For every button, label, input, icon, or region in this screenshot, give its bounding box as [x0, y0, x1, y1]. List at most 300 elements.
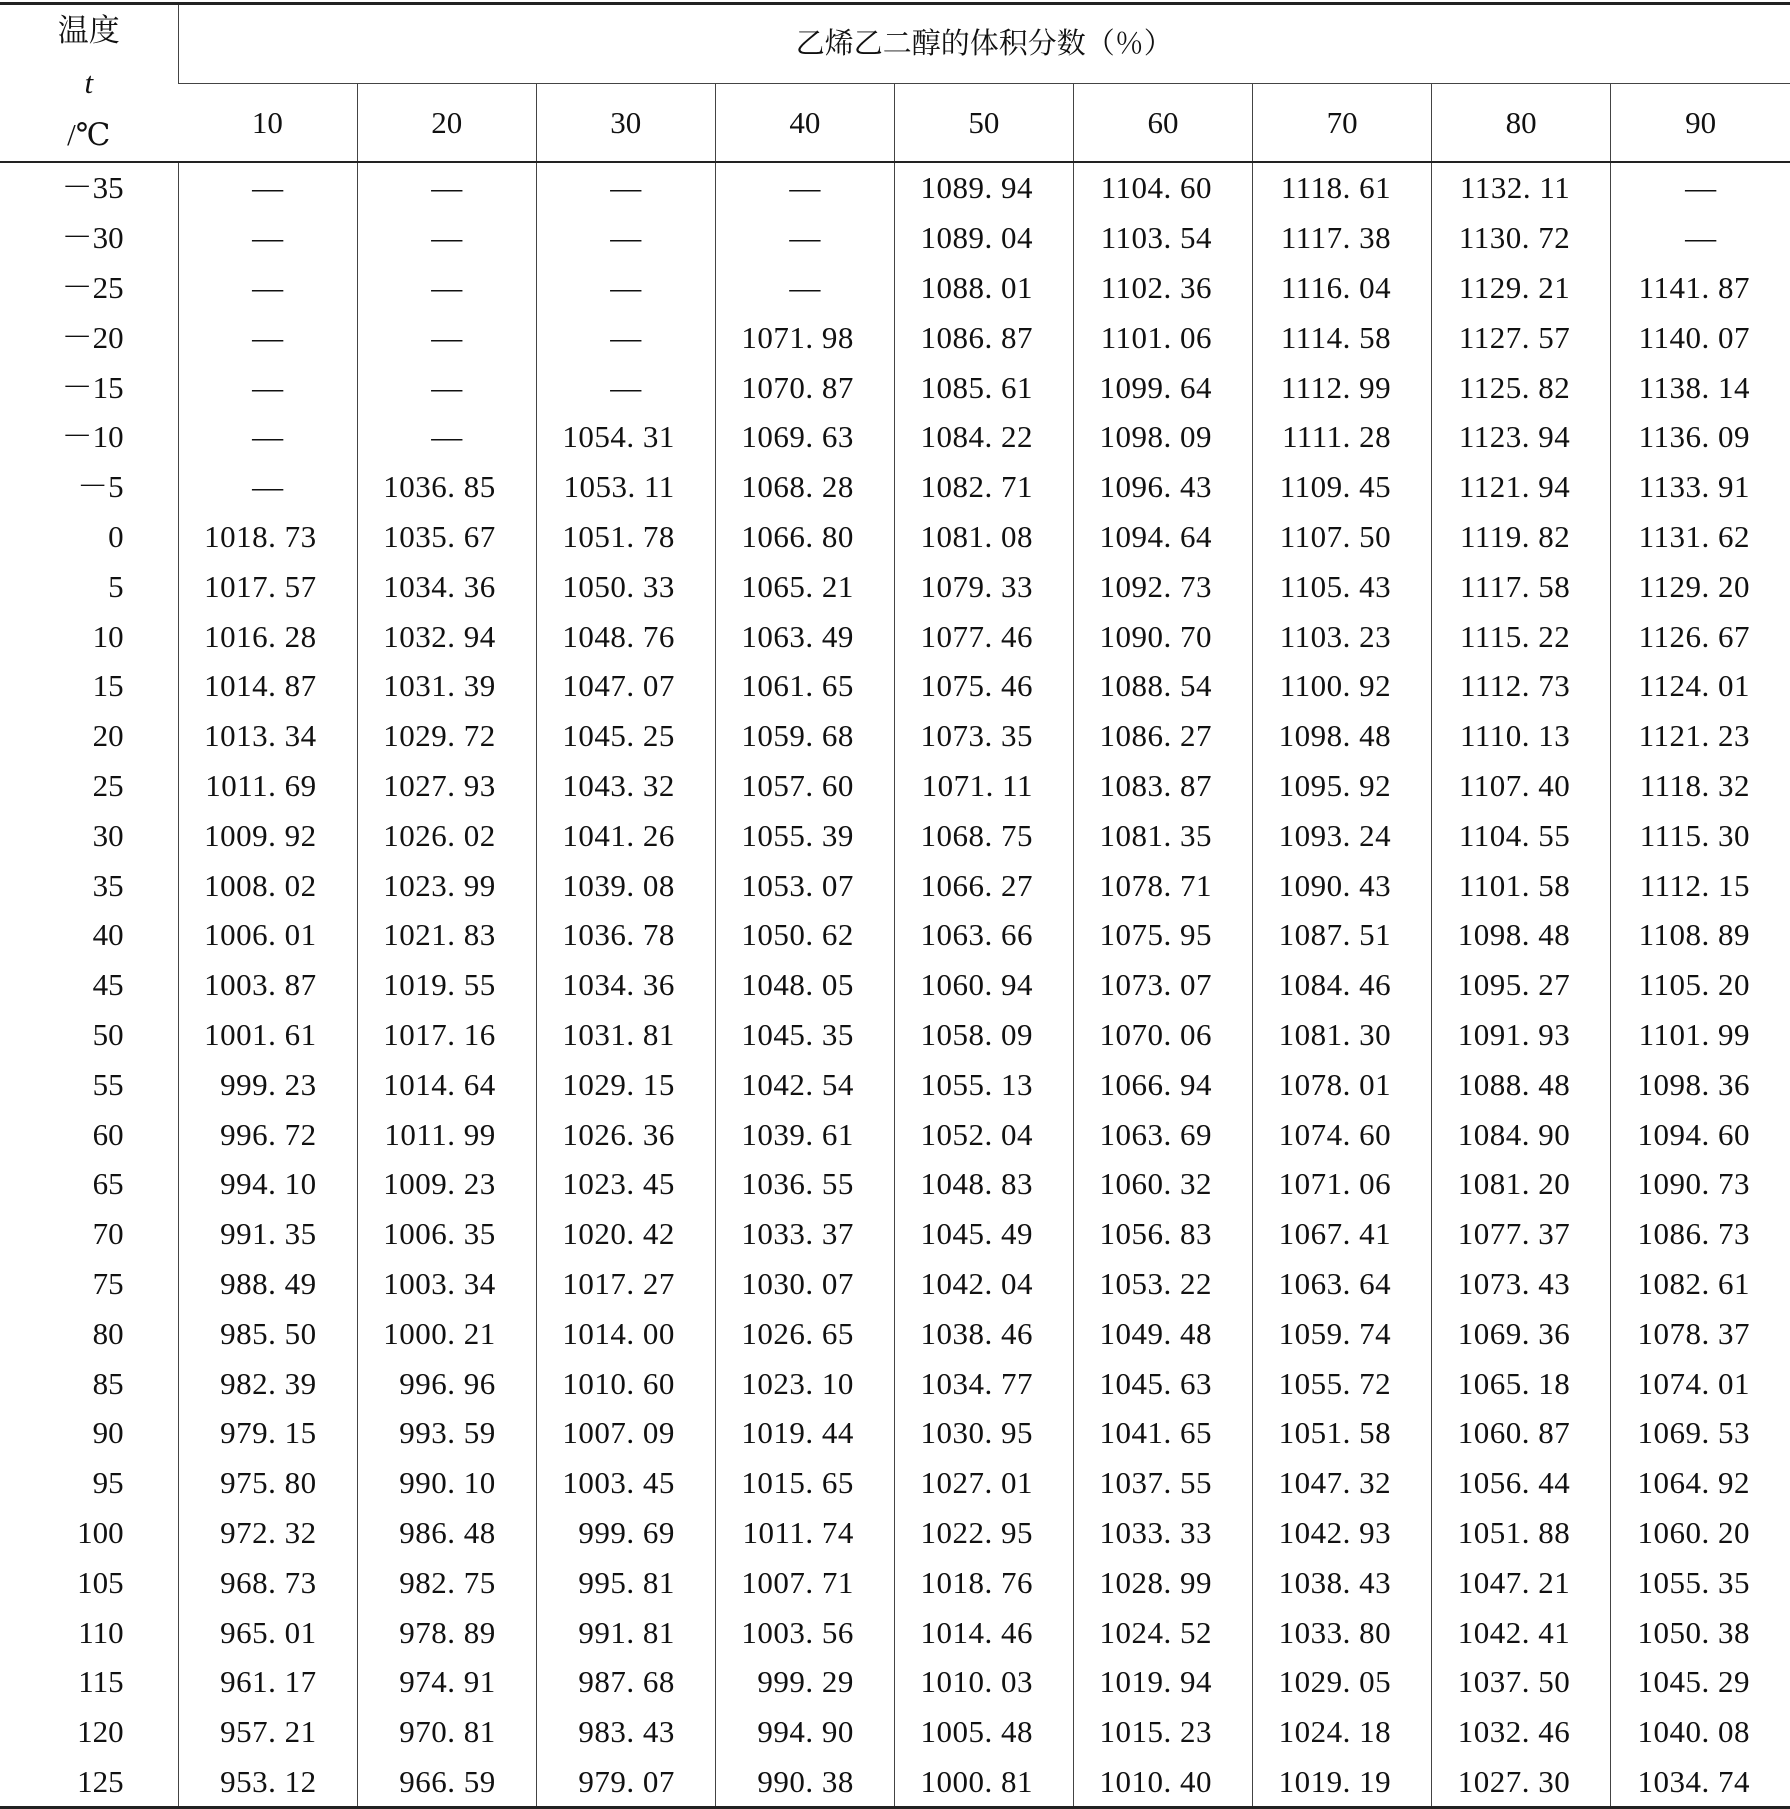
density-cell: 1031. 39: [357, 661, 536, 711]
density-cell: 1011. 74: [715, 1508, 894, 1558]
density-cell: 1105. 20: [1611, 960, 1790, 1010]
density-cell: 1010. 40: [1073, 1757, 1252, 1808]
density-cell: 1108. 89: [1611, 910, 1790, 960]
density-cell: 1087. 51: [1253, 910, 1432, 960]
density-cell: 1138. 14: [1611, 362, 1790, 412]
table-row: [0, 1408, 1790, 1458]
density-cell: 1129. 21: [1432, 263, 1611, 313]
density-cell: 1131. 62: [1611, 512, 1790, 562]
column-header-10: 10: [178, 83, 357, 162]
density-cell: 1081. 35: [1073, 810, 1252, 860]
table-row: [0, 1607, 1790, 1657]
density-cell: 993. 59: [357, 1408, 536, 1458]
density-cell: 966. 59: [357, 1757, 536, 1808]
column-header-30: 30: [536, 83, 715, 162]
temperature-cell: 10: [92, 618, 124, 654]
table-row: [0, 362, 1790, 412]
density-cell: 978. 89: [357, 1607, 536, 1657]
density-cell: 1070. 87: [715, 362, 894, 412]
density-cell: 1088. 54: [1073, 661, 1252, 711]
density-cell: 1100. 92: [1253, 661, 1432, 711]
density-cell: 1063. 69: [1073, 1109, 1252, 1159]
density-cell: 1077. 37: [1432, 1209, 1611, 1259]
density-cell: 1065. 21: [715, 561, 894, 611]
temperature-label: 温度: [57, 13, 120, 48]
temperature-cell: 90: [92, 1415, 124, 1451]
temperature-cell: 25: [92, 767, 124, 803]
density-cell: 1045. 25: [536, 711, 715, 761]
density-cell: 1050. 38: [1611, 1607, 1790, 1657]
density-cell: 1127. 57: [1432, 312, 1611, 362]
temperature-cell: 35: [92, 867, 124, 903]
density-cell: 975. 80: [178, 1458, 357, 1508]
density-cell: 1051. 78: [536, 512, 715, 562]
density-cell: 1050. 62: [715, 910, 894, 960]
density-cell: 1007. 09: [536, 1408, 715, 1458]
table-row: [0, 1707, 1790, 1757]
density-cell: 1035. 67: [357, 512, 536, 562]
density-cell: 1053. 11: [536, 462, 715, 512]
temperature-cell: 60: [92, 1116, 124, 1152]
density-cell: 1086. 27: [1073, 711, 1252, 761]
density-cell: 1063. 64: [1253, 1259, 1432, 1309]
density-cell: 1095. 92: [1253, 761, 1432, 811]
density-cell: 1001. 61: [178, 1010, 357, 1060]
density-cell: 1118. 61: [1253, 162, 1432, 213]
density-cell: 1078. 37: [1611, 1308, 1790, 1358]
table-row: [0, 1209, 1790, 1259]
density-cell: 1094. 60: [1611, 1109, 1790, 1159]
density-cell: 1116. 04: [1253, 263, 1432, 313]
table-row: [0, 1010, 1790, 1060]
density-cell: 1121. 94: [1432, 462, 1611, 512]
density-cell: 957. 21: [178, 1707, 357, 1757]
density-cell: 1141. 87: [1611, 263, 1790, 313]
density-cell: 1050. 33: [536, 561, 715, 611]
table-row: [0, 611, 1790, 661]
density-cell: 1071. 98: [715, 312, 894, 362]
density-cell: 1036. 55: [715, 1159, 894, 1209]
density-cell: 1047. 21: [1432, 1557, 1611, 1607]
density-cell: 1103. 54: [1073, 213, 1252, 263]
density-cell: 1071. 11: [894, 761, 1073, 811]
density-cell: —: [357, 263, 536, 313]
density-cell: —: [715, 263, 894, 313]
density-cell: 1074. 60: [1253, 1109, 1432, 1159]
temperature-cell: 85: [92, 1365, 124, 1401]
density-cell: 1034. 36: [536, 960, 715, 1010]
density-cell: 1060. 32: [1073, 1159, 1252, 1209]
density-cell: 953. 12: [178, 1757, 357, 1808]
temperature-cell: 65: [92, 1166, 124, 1202]
temperature-cell: 30: [92, 817, 124, 853]
density-cell: 1009. 92: [178, 810, 357, 860]
table-header: [0, 4, 1790, 163]
density-cell: 1039. 61: [715, 1109, 894, 1159]
density-cell: 1036. 85: [357, 462, 536, 512]
density-cell: 968. 73: [178, 1557, 357, 1607]
density-cell: 1047. 07: [536, 661, 715, 711]
density-cell: 995. 81: [536, 1557, 715, 1607]
density-cell: 965. 01: [178, 1607, 357, 1657]
density-cell: 1098. 36: [1611, 1059, 1790, 1109]
density-cell: 1098. 48: [1253, 711, 1432, 761]
table-row: [0, 810, 1790, 860]
column-header-40: 40: [715, 83, 894, 162]
density-cell: 1101. 99: [1611, 1010, 1790, 1060]
density-cell: 1040. 08: [1611, 1707, 1790, 1757]
density-cell: 1056. 44: [1432, 1458, 1611, 1508]
table-row: [0, 1557, 1790, 1607]
density-cell: 1140. 07: [1611, 312, 1790, 362]
density-cell: 1019. 55: [357, 960, 536, 1010]
density-cell: —: [715, 213, 894, 263]
density-cell: 1070. 06: [1073, 1010, 1252, 1060]
table-row: [0, 1358, 1790, 1408]
density-cell: 1104. 60: [1073, 162, 1252, 213]
temperature-cell: 20: [92, 718, 124, 754]
density-cell: 1042. 41: [1432, 1607, 1611, 1657]
density-cell: 1034. 74: [1611, 1757, 1790, 1808]
density-cell: 1041. 26: [536, 810, 715, 860]
density-cell: 1114. 58: [1253, 312, 1432, 362]
density-cell: 1003. 45: [536, 1458, 715, 1508]
density-cell: 996. 72: [178, 1109, 357, 1159]
density-cell: 1063. 66: [894, 910, 1073, 960]
density-cell: 1029. 15: [536, 1059, 715, 1109]
density-cell: 1011. 69: [178, 761, 357, 811]
density-cell: 1094. 64: [1073, 512, 1252, 562]
density-cell: 1018. 76: [894, 1557, 1073, 1607]
density-cell: 1107. 50: [1253, 512, 1432, 562]
density-cell: 1055. 39: [715, 810, 894, 860]
density-cell: 1059. 68: [715, 711, 894, 761]
density-cell: 1089. 94: [894, 162, 1073, 213]
table-row: [0, 1757, 1790, 1808]
density-cell: 1010. 03: [894, 1657, 1073, 1707]
density-cell: 1112. 99: [1253, 362, 1432, 412]
density-cell: 1039. 08: [536, 860, 715, 910]
density-cell: 1112. 15: [1611, 860, 1790, 910]
table-row: [0, 412, 1790, 462]
density-cell: 1073. 35: [894, 711, 1073, 761]
density-cell: 1075. 95: [1073, 910, 1252, 960]
density-cell: 1098. 48: [1432, 910, 1611, 960]
density-cell: 1059. 74: [1253, 1308, 1432, 1358]
density-cell: 1041. 65: [1073, 1408, 1252, 1458]
density-cell: 1123. 94: [1432, 412, 1611, 462]
density-cell: 1017. 27: [536, 1259, 715, 1309]
density-cell: 1015. 23: [1073, 1707, 1252, 1757]
table-row: [0, 263, 1790, 313]
density-cell: 1000. 81: [894, 1757, 1073, 1808]
density-cell: —: [536, 162, 715, 213]
density-cell: 999. 23: [178, 1059, 357, 1109]
temperature-cell: 75: [92, 1265, 124, 1301]
density-cell: 1115. 30: [1611, 810, 1790, 860]
density-cell: —: [357, 213, 536, 263]
density-cell: 1104. 55: [1432, 810, 1611, 860]
density-cell: 1099. 64: [1073, 362, 1252, 412]
density-cell: 1051. 88: [1432, 1508, 1611, 1558]
density-table: [0, 2, 1790, 1809]
density-cell: 1067. 41: [1253, 1209, 1432, 1259]
density-cell: 1033. 33: [1073, 1508, 1252, 1558]
temperature-cell: 95: [92, 1465, 124, 1501]
density-cell: 1008. 02: [178, 860, 357, 910]
density-cell: 1090. 43: [1253, 860, 1432, 910]
temperature-cell: 120: [77, 1714, 124, 1750]
density-cell: 1048. 76: [536, 611, 715, 661]
density-cell: 1068. 28: [715, 462, 894, 512]
density-table-container: [0, 2, 1790, 1809]
density-cell: 1045. 49: [894, 1209, 1073, 1259]
density-cell: —: [536, 213, 715, 263]
temperature-cell: 15: [92, 668, 124, 704]
density-cell: 1016. 28: [178, 611, 357, 661]
density-cell: 1118. 32: [1611, 761, 1790, 811]
density-cell: 1058. 09: [894, 1010, 1073, 1060]
density-cell: 1038. 43: [1253, 1557, 1432, 1607]
table-row: [0, 162, 1790, 213]
temperature-cell: 40: [92, 917, 124, 953]
density-cell: 1090. 70: [1073, 611, 1252, 661]
density-cell: 1030. 95: [894, 1408, 1073, 1458]
density-cell: —: [1611, 162, 1790, 213]
density-cell: 1055. 35: [1611, 1557, 1790, 1607]
density-cell: 1132. 11: [1432, 162, 1611, 213]
density-cell: 1078. 71: [1073, 860, 1252, 910]
density-cell: 1017. 16: [357, 1010, 536, 1060]
density-cell: 1029. 05: [1253, 1657, 1432, 1707]
density-cell: 1101. 06: [1073, 312, 1252, 362]
density-cell: 1111. 28: [1253, 412, 1432, 462]
column-header-60: 60: [1073, 83, 1252, 162]
density-cell: 1085. 61: [894, 362, 1073, 412]
table-row: [0, 1508, 1790, 1558]
density-cell: 1081. 20: [1432, 1159, 1611, 1209]
density-cell: 994. 10: [178, 1159, 357, 1209]
density-cell: 1045. 35: [715, 1010, 894, 1060]
density-cell: 1068. 75: [894, 810, 1073, 860]
density-cell: 1082. 61: [1611, 1259, 1790, 1309]
density-cell: 1031. 81: [536, 1010, 715, 1060]
temperature-cell: 125: [0, 1757, 178, 1808]
density-cell: 1081. 08: [894, 512, 1073, 562]
density-cell: 1074. 01: [1611, 1358, 1790, 1408]
density-cell: 1053. 07: [715, 860, 894, 910]
column-header-70: 70: [1253, 83, 1432, 162]
density-cell: 1073. 43: [1432, 1259, 1611, 1309]
density-cell: 1053. 22: [1073, 1259, 1252, 1309]
density-cell: 1043. 32: [536, 761, 715, 811]
density-cell: —: [357, 412, 536, 462]
density-cell: 1117. 58: [1432, 561, 1611, 611]
density-cell: 1078. 01: [1253, 1059, 1432, 1109]
density-cell: 1096. 43: [1073, 462, 1252, 512]
density-cell: 1014. 00: [536, 1308, 715, 1358]
density-cell: 1069. 53: [1611, 1408, 1790, 1458]
table-row: [0, 1109, 1790, 1159]
density-cell: 1052. 04: [894, 1109, 1073, 1159]
density-cell: 1048. 83: [894, 1159, 1073, 1209]
density-cell: 972. 32: [178, 1508, 357, 1558]
density-cell: 1091. 93: [1432, 1010, 1611, 1060]
density-cell: 1060. 87: [1432, 1408, 1611, 1458]
table-row: [0, 1458, 1790, 1508]
density-cell: 1009. 23: [357, 1159, 536, 1209]
density-cell: 1101. 58: [1432, 860, 1611, 910]
density-cell: 1014. 64: [357, 1059, 536, 1109]
temperature-unit: t /℃: [67, 65, 111, 152]
temperature-cell: －10: [61, 419, 124, 455]
temperature-cell: 105: [77, 1564, 124, 1600]
density-cell: 1130. 72: [1432, 213, 1611, 263]
density-cell: 1017. 57: [178, 561, 357, 611]
density-cell: 1027. 30: [1432, 1757, 1611, 1808]
density-cell: 1055. 72: [1253, 1358, 1432, 1408]
density-cell: —: [178, 213, 357, 263]
table-row: [0, 512, 1790, 562]
table-row: [0, 761, 1790, 811]
temperature-cell: 45: [92, 967, 124, 1003]
density-cell: 1060. 20: [1611, 1508, 1790, 1558]
density-cell: 1103. 23: [1253, 611, 1432, 661]
volume-fraction-header: 乙烯乙二醇的体积分数（％）: [178, 4, 1790, 84]
density-cell: 1013. 34: [178, 711, 357, 761]
density-cell: 1037. 55: [1073, 1458, 1252, 1508]
density-cell: 1027. 93: [357, 761, 536, 811]
density-cell: 1102. 36: [1073, 263, 1252, 313]
density-cell: 1024. 18: [1253, 1707, 1432, 1757]
density-cell: 1042. 93: [1253, 1508, 1432, 1558]
column-header-80: 80: [1432, 83, 1611, 162]
density-cell: 1089. 04: [894, 213, 1073, 263]
density-cell: 1006. 35: [357, 1209, 536, 1259]
density-cell: 1066. 80: [715, 512, 894, 562]
density-cell: 999. 29: [715, 1657, 894, 1707]
density-cell: 1066. 94: [1073, 1059, 1252, 1109]
temperature-cell: －25: [61, 269, 124, 305]
density-cell: 991. 81: [536, 1607, 715, 1657]
density-cell: 1084. 22: [894, 412, 1073, 462]
column-header-20: 20: [357, 83, 536, 162]
density-cell: 1021. 83: [357, 910, 536, 960]
density-cell: 1055. 13: [894, 1059, 1073, 1109]
density-cell: —: [357, 162, 536, 213]
temperature-cell: 80: [92, 1315, 124, 1351]
density-cell: 1042. 54: [715, 1059, 894, 1109]
density-cell: 1109. 45: [1253, 462, 1432, 512]
density-cell: 970. 81: [357, 1707, 536, 1757]
density-cell: 1083. 87: [1073, 761, 1252, 811]
density-cell: 974. 91: [357, 1657, 536, 1707]
density-cell: 1007. 71: [715, 1557, 894, 1607]
density-cell: 1042. 04: [894, 1259, 1073, 1309]
column-header-90: 90: [1611, 83, 1790, 162]
density-cell: 1079. 33: [894, 561, 1073, 611]
density-cell: 1129. 20: [1611, 561, 1790, 611]
density-cell: 1105. 43: [1253, 561, 1432, 611]
density-cell: 1081. 30: [1253, 1010, 1432, 1060]
density-cell: 1060. 94: [894, 960, 1073, 1010]
table-row: [0, 1159, 1790, 1209]
density-cell: 1098. 09: [1073, 412, 1252, 462]
density-cell: 1030. 07: [715, 1259, 894, 1309]
density-cell: 1015. 65: [715, 1458, 894, 1508]
density-cell: 1014. 46: [894, 1607, 1073, 1657]
density-cell: 1020. 42: [536, 1209, 715, 1259]
density-cell: 1086. 87: [894, 312, 1073, 362]
density-cell: 990. 38: [715, 1757, 894, 1808]
density-cell: 1061. 65: [715, 661, 894, 711]
density-cell: 1088. 48: [1432, 1059, 1611, 1109]
density-cell: 1032. 94: [357, 611, 536, 661]
density-cell: 1037. 50: [1432, 1657, 1611, 1707]
temperature-cell: 0: [108, 518, 124, 554]
density-cell: 982. 39: [178, 1358, 357, 1408]
density-cell: —: [536, 362, 715, 412]
density-cell: 990. 10: [357, 1458, 536, 1508]
density-cell: 1000. 21: [357, 1308, 536, 1358]
density-cell: 1026. 02: [357, 810, 536, 860]
table-row: [0, 213, 1790, 263]
table-row: [0, 1259, 1790, 1309]
density-cell: —: [357, 362, 536, 412]
density-cell: 991. 35: [178, 1209, 357, 1259]
temperature-cell: －5: [77, 469, 124, 505]
density-cell: —: [536, 312, 715, 362]
density-cell: —: [357, 312, 536, 362]
table-row: [0, 661, 1790, 711]
density-cell: 1107. 40: [1432, 761, 1611, 811]
density-cell: 1027. 01: [894, 1458, 1073, 1508]
density-cell: 1133. 91: [1611, 462, 1790, 512]
column-header-50: 50: [894, 83, 1073, 162]
density-cell: 1082. 71: [894, 462, 1073, 512]
temperature-cell: 50: [92, 1016, 124, 1052]
density-cell: 1045. 29: [1611, 1657, 1790, 1707]
density-cell: 983. 43: [536, 1707, 715, 1757]
density-cell: 1048. 05: [715, 960, 894, 1010]
density-cell: 1056. 83: [1073, 1209, 1252, 1259]
density-cell: 1028. 99: [1073, 1557, 1252, 1607]
density-cell: —: [178, 462, 357, 512]
density-cell: 1125. 82: [1432, 362, 1611, 412]
density-cell: 1117. 38: [1253, 213, 1432, 263]
density-cell: 1034. 77: [894, 1358, 1073, 1408]
temperature-cell: 110: [78, 1614, 124, 1650]
density-cell: 1038. 46: [894, 1308, 1073, 1358]
density-cell: —: [1611, 213, 1790, 263]
density-cell: 999. 69: [536, 1508, 715, 1558]
density-cell: 1003. 56: [715, 1607, 894, 1657]
table-body: [0, 162, 1790, 1808]
density-cell: 985. 50: [178, 1308, 357, 1358]
density-cell: 1018. 73: [178, 512, 357, 562]
temperature-cell: －15: [61, 369, 124, 405]
density-cell: 982. 75: [357, 1557, 536, 1607]
density-cell: 1011. 99: [357, 1109, 536, 1159]
density-cell: 1093. 24: [1253, 810, 1432, 860]
density-cell: 1023. 10: [715, 1358, 894, 1408]
density-cell: 1019. 94: [1073, 1657, 1252, 1707]
density-cell: 1005. 48: [894, 1707, 1073, 1757]
temperature-cell: －20: [61, 319, 124, 355]
table-row: [0, 312, 1790, 362]
density-cell: 1126. 67: [1611, 611, 1790, 661]
density-cell: 961. 17: [178, 1657, 357, 1707]
